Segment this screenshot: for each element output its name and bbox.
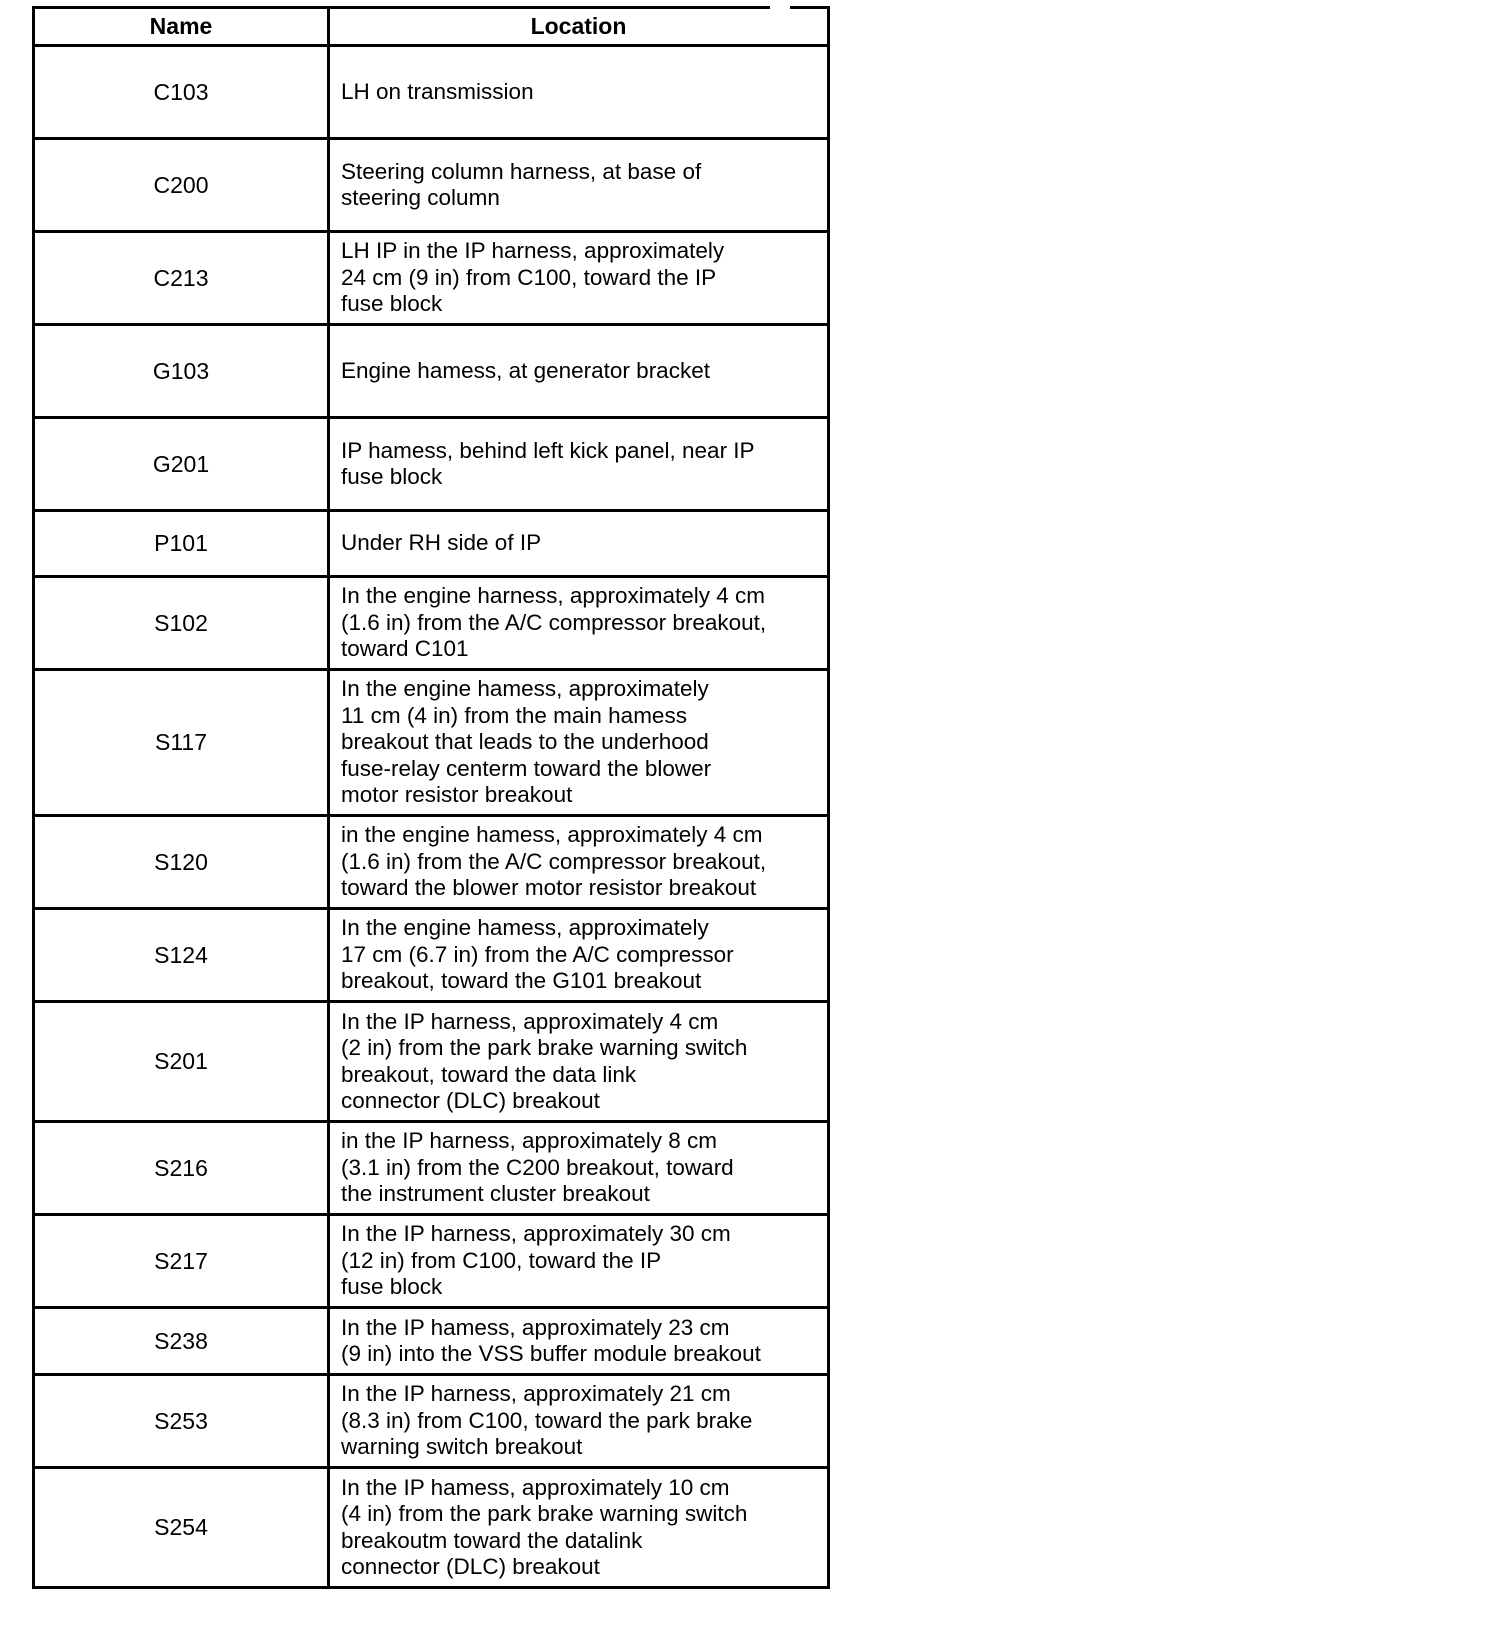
table-row: [34, 1468, 829, 1588]
row-name-cell: G103: [34, 325, 329, 418]
column-header-location: Location: [329, 8, 829, 46]
table-row: [34, 325, 829, 418]
row-location-cell: [329, 909, 829, 1002]
row-location-cell: [329, 1375, 829, 1468]
row-name-cell: S216: [34, 1122, 329, 1215]
table-row: [34, 232, 829, 325]
row-location-cell: [329, 139, 829, 232]
row-location-cell: [329, 232, 829, 325]
row-location-text: in the IP harness, approximately 8 cm (3.1 in) from the C200 breakout, toward the instrument cluster breakout: [341, 1128, 734, 1207]
table-row: [34, 816, 829, 909]
table-row: [34, 1122, 829, 1215]
row-location-text: IP hamess, behind left kick panel, near IP fuse block: [341, 437, 755, 489]
row-location-text: In the engine hamess, approximately 17 cm (6.7 in) from the A/C compressor breakout, toward the G101 breakout: [341, 915, 734, 994]
row-location-text: In the IP harness, approximately 30 cm (12 in) from C100, toward the IP fuse block: [341, 1221, 731, 1300]
table-row: [34, 511, 829, 577]
row-name-cell: S254: [34, 1468, 329, 1588]
row-location-cell: [329, 1122, 829, 1215]
border-gap: [770, 4, 790, 10]
row-name-cell: P101: [34, 511, 329, 577]
row-location-text: In the IP harness, approximately 4 cm (2 in) from the park brake warning switch breakout, toward the data link connector (DLC) breakout: [341, 1008, 748, 1113]
row-location-cell: [329, 1002, 829, 1122]
connector-location-table: [32, 6, 830, 1589]
row-location-cell: [329, 1308, 829, 1375]
row-location-text: LH on transmission: [341, 78, 534, 104]
row-location-text: Steering column harness, at base of steering column: [341, 158, 702, 210]
row-name-cell: S117: [34, 670, 329, 816]
row-location-text: In the IP harness, approximately 21 cm (8.3 in) from C100, toward the park brake warning switch breakout: [341, 1381, 753, 1460]
row-location-cell: [329, 418, 829, 511]
row-location-text: LH IP in the IP harness, approximately 24 cm (9 in) from C100, toward the IP fuse block: [341, 238, 725, 317]
row-name-cell: G201: [34, 418, 329, 511]
row-name-cell: S124: [34, 909, 329, 1002]
table-row: [34, 1002, 829, 1122]
connector-location-table-wrapper: [32, 6, 827, 1589]
row-name-cell: S201: [34, 1002, 329, 1122]
row-location-text: In the IP hamess, approximately 10 cm (4 in) from the park brake warning switch breakoutm toward the datalink connector (DLC) breakout: [341, 1474, 748, 1579]
row-location-text: in the engine hamess, approximately 4 cm (1.6 in) from the A/C compressor breakout, toward the blower motor resistor breakout: [341, 822, 767, 901]
row-location-text: In the IP hamess, approximately 23 cm (9 in) into the VSS buffer module breakout: [341, 1314, 761, 1366]
row-location-cell: [329, 577, 829, 670]
row-location-cell: [329, 670, 829, 816]
table-row: [34, 670, 829, 816]
row-location-text: In the engine hamess, approximately 11 cm (4 in) from the main hamess breakout that leads to the underhood fuse-relay centerm toward the blower motor resistor breakout: [341, 676, 712, 808]
row-name-cell: S253: [34, 1375, 329, 1468]
table-row: [34, 577, 829, 670]
row-location-text: In the engine harness, approximately 4 cm (1.6 in) from the A/C compressor breakout, toward C101: [341, 583, 767, 662]
table-row: [34, 909, 829, 1002]
row-name-cell: C213: [34, 232, 329, 325]
row-name-cell: C200: [34, 139, 329, 232]
row-name-cell: S102: [34, 577, 329, 670]
row-location-cell: [329, 1215, 829, 1308]
row-name-cell: S238: [34, 1308, 329, 1375]
row-name-cell: S217: [34, 1215, 329, 1308]
table-row: [34, 1308, 829, 1375]
row-name-cell: C103: [34, 46, 329, 139]
table-header-row: [34, 8, 829, 46]
table-row: [34, 418, 829, 511]
table-row: [34, 1375, 829, 1468]
row-location-cell: [329, 511, 829, 577]
column-header-name: Name: [34, 8, 329, 46]
row-name-cell: S120: [34, 816, 329, 909]
row-location-cell: [329, 816, 829, 909]
row-location-cell: [329, 325, 829, 418]
row-location-cell: [329, 1468, 829, 1588]
row-location-cell: [329, 46, 829, 139]
row-location-text: Under RH side of IP: [341, 530, 542, 556]
table-row: [34, 46, 829, 139]
table-row: [34, 139, 829, 232]
table-row: [34, 1215, 829, 1308]
row-location-text: Engine hamess, at generator bracket: [341, 357, 710, 383]
